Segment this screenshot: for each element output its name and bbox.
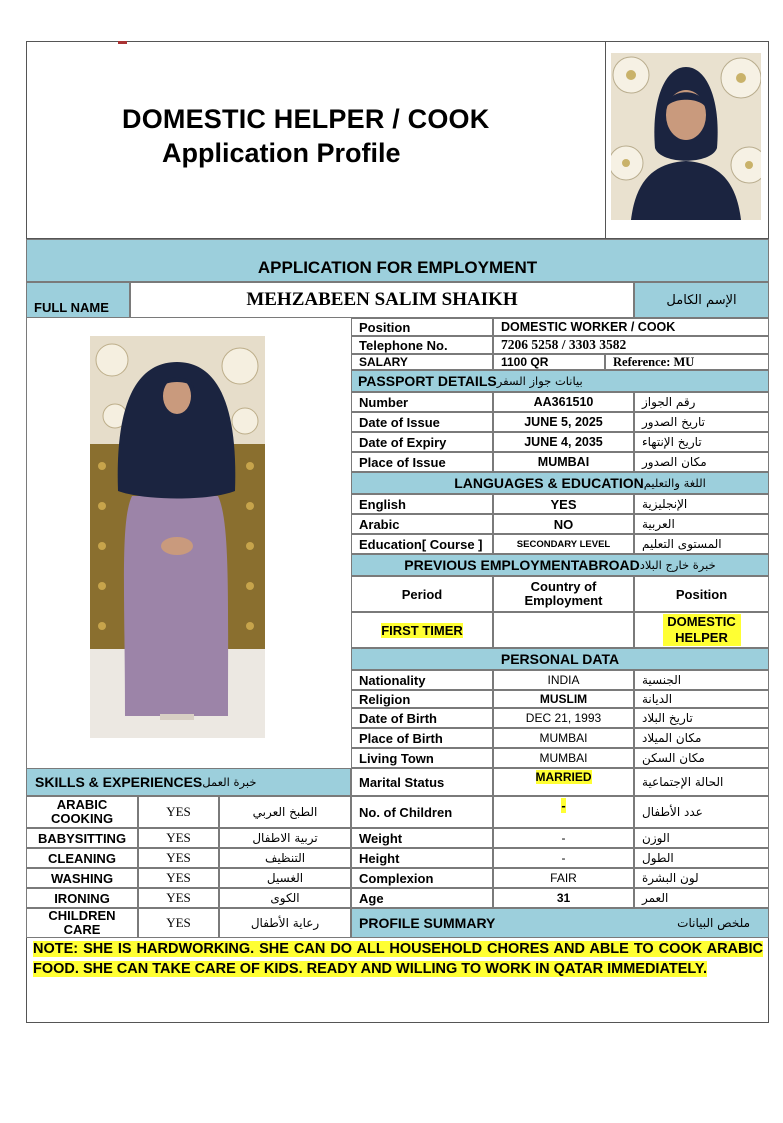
living-town-value: MUMBAI xyxy=(493,748,634,768)
children-cell xyxy=(493,796,634,828)
skill-children-care: CHILDREN CARE xyxy=(26,908,138,938)
nationality-value: INDIA xyxy=(493,670,634,690)
skill-cleaning: CLEANING xyxy=(26,848,138,868)
date-of-birth-label-ar: تاريخ البلاد xyxy=(634,708,769,728)
top-mark xyxy=(118,41,127,44)
period-column-header: Period xyxy=(351,576,493,612)
passport-number-label-ar: رقم الجواز xyxy=(634,392,769,412)
date-of-issue-label: Date of Issue xyxy=(351,412,493,432)
children-value: - xyxy=(561,798,566,813)
position-cell xyxy=(634,612,769,648)
religion-value: MUSLIM xyxy=(493,690,634,708)
skill-arabic-cooking-ar: الطبخ العربي xyxy=(219,796,351,828)
reference-value: Reference: MU xyxy=(605,354,769,370)
salary-label: SALARY xyxy=(351,354,493,370)
skill-ironing-value: YES xyxy=(138,888,219,908)
telephone-label: Telephone No. xyxy=(351,336,493,354)
passport-section-header xyxy=(351,370,769,392)
date-of-issue-label-ar: تاريخ الصدور xyxy=(634,412,769,432)
passport-title-ar: بيانات جواز السفر xyxy=(496,374,583,388)
marital-status-cell xyxy=(493,768,634,796)
complexion-label: Complexion xyxy=(351,868,493,888)
country-cell xyxy=(493,612,634,648)
full-body-photo xyxy=(90,336,265,738)
age-label: Age xyxy=(351,888,493,908)
skills-title-ar: خبرة العمل xyxy=(202,775,257,789)
date-of-expiry-label-ar: تاريخ الإنتهاء xyxy=(634,432,769,452)
english-value: YES xyxy=(493,494,634,514)
date-of-expiry-value: JUNE 4, 2035 xyxy=(493,432,634,452)
skill-washing-ar: الغسيل xyxy=(219,868,351,888)
height-label: Height xyxy=(351,848,493,868)
age-value: 31 xyxy=(493,888,634,908)
languages-title: LANGUAGES & EDUCATION xyxy=(454,475,644,491)
religion-label-ar: الديانة xyxy=(634,690,769,708)
nationality-label: Nationality xyxy=(351,670,493,690)
religion-label: Religion xyxy=(351,690,493,708)
languages-section-header xyxy=(351,472,769,494)
place-of-issue-value: MUMBAI xyxy=(493,452,634,472)
marital-status-value: MARRIED xyxy=(535,770,592,784)
height-label-ar: الطول xyxy=(634,848,769,868)
document-subtitle: Application Profile xyxy=(162,138,401,168)
education-label-ar: المستوى التعليم xyxy=(634,534,769,554)
place-of-issue-label-ar: مكان الصدور xyxy=(634,452,769,472)
arabic-value: NO xyxy=(493,514,634,534)
period-value: FIRST TIMER xyxy=(381,622,463,638)
photo-left-border xyxy=(26,318,27,768)
age-label-ar: العمر xyxy=(634,888,769,908)
skill-ironing-ar: الكوى xyxy=(219,888,351,908)
skill-arabic-cooking-value: YES xyxy=(138,796,219,828)
place-of-issue-label: Place of Issue xyxy=(351,452,493,472)
profile-summary-title-ar: ملخص البيانات xyxy=(677,916,750,930)
children-label-ar: عدد الأطفال xyxy=(634,796,769,828)
full-name-label: FULL NAME xyxy=(26,282,130,318)
marital-status-label-ar: الحالة الإجتماعية xyxy=(634,768,769,796)
complexion-value: FAIR xyxy=(493,868,634,888)
living-town-label: Living Town xyxy=(351,748,493,768)
english-label: English xyxy=(351,494,493,514)
weight-label: Weight xyxy=(351,828,493,848)
place-of-birth-value: MUMBAI xyxy=(493,728,634,748)
children-label: No. of Children xyxy=(351,796,493,828)
employment-position-value: DOMESTIC HELPER xyxy=(663,614,741,646)
skill-children-care-value: YES xyxy=(138,908,219,938)
telephone-value: 7206 5258 / 3303 3582 xyxy=(493,336,769,354)
position-value: DOMESTIC WORKER / COOK xyxy=(493,318,769,336)
employment-title-ar: خبرة خارج البلاد xyxy=(639,558,716,572)
date-of-birth-label: Date of Birth xyxy=(351,708,493,728)
weight-label-ar: الوزن xyxy=(634,828,769,848)
education-value: SECONDARY LEVEL xyxy=(493,534,634,554)
weight-value: - xyxy=(493,828,634,848)
document-title: DOMESTIC HELPER / COOK xyxy=(122,104,490,134)
period-cell xyxy=(351,612,493,648)
full-name-label-ar: الإسم الكامل xyxy=(634,282,769,318)
living-town-label-ar: مكان السكن xyxy=(634,748,769,768)
skill-babysitting-ar: تربية الاطفال xyxy=(219,828,351,848)
profile-summary-title: PROFILE SUMMARY xyxy=(359,915,496,931)
skill-babysitting-value: YES xyxy=(138,828,219,848)
place-of-birth-label-ar: مكان الميلاد xyxy=(634,728,769,748)
application-banner: APPLICATION FOR EMPLOYMENT xyxy=(26,239,769,282)
passport-number-label: Number xyxy=(351,392,493,412)
position-label: Position xyxy=(351,318,493,336)
skill-babysitting: BABYSITTING xyxy=(26,828,138,848)
marital-status-label: Marital Status xyxy=(351,768,493,796)
date-of-expiry-label: Date of Expiry xyxy=(351,432,493,452)
nationality-label-ar: الجنسية xyxy=(634,670,769,690)
skill-cleaning-value: YES xyxy=(138,848,219,868)
english-label-ar: الإنجليزية xyxy=(634,494,769,514)
arabic-label: Arabic xyxy=(351,514,493,534)
complexion-label-ar: لون البشرة xyxy=(634,868,769,888)
passport-title: PASSPORT DETAILS xyxy=(358,373,497,389)
profile-note xyxy=(33,940,763,979)
portrait-photo xyxy=(611,53,761,220)
skills-title: SKILLS & EXPERIENCES xyxy=(35,774,203,790)
skill-washing-value: YES xyxy=(138,868,219,888)
employment-title: PREVIOUS EMPLOYMENTABROAD xyxy=(404,557,640,573)
skill-children-care-ar: رعاية الأطفال xyxy=(219,908,351,938)
skill-cleaning-ar: التنظيف xyxy=(219,848,351,868)
place-of-birth-label: Place of Birth xyxy=(351,728,493,748)
height-value: - xyxy=(493,848,634,868)
languages-title-ar: اللغة والتعليم xyxy=(643,476,706,490)
passport-number-value: AA361510 xyxy=(493,392,634,412)
education-label: Education[ Course ] xyxy=(351,534,493,554)
skill-washing: WASHING xyxy=(26,868,138,888)
employment-section-header xyxy=(351,554,769,576)
skill-arabic-cooking: ARABIC COOKING xyxy=(26,796,138,828)
skills-section-header xyxy=(26,768,351,796)
full-name-value: MEHZABEEN SALIM SHAIKH xyxy=(130,282,634,318)
skill-ironing: IRONING xyxy=(26,888,138,908)
date-of-issue-value: JUNE 5, 2025 xyxy=(493,412,634,432)
arabic-label-ar: العربية xyxy=(634,514,769,534)
personal-section-header: PERSONAL DATA xyxy=(351,648,769,670)
position-column-header: Position xyxy=(634,576,769,612)
salary-value: 1100 QR xyxy=(493,354,605,370)
country-column-header: Country of Employment xyxy=(493,576,634,612)
profile-note-text: NOTE: SHE IS HARDWORKING. SHE CAN DO ALL HOUSEHOLD CHORES AND ABLE TO COOK ARABIC FOOD. SHE CAN TAKE CARE OF KIDS. READY AND WILLING TO WORK IN QATAR IMMEDIATELY. xyxy=(33,941,763,977)
date-of-birth-value: DEC 21, 1993 xyxy=(493,708,634,728)
profile-summary-header xyxy=(351,908,769,938)
